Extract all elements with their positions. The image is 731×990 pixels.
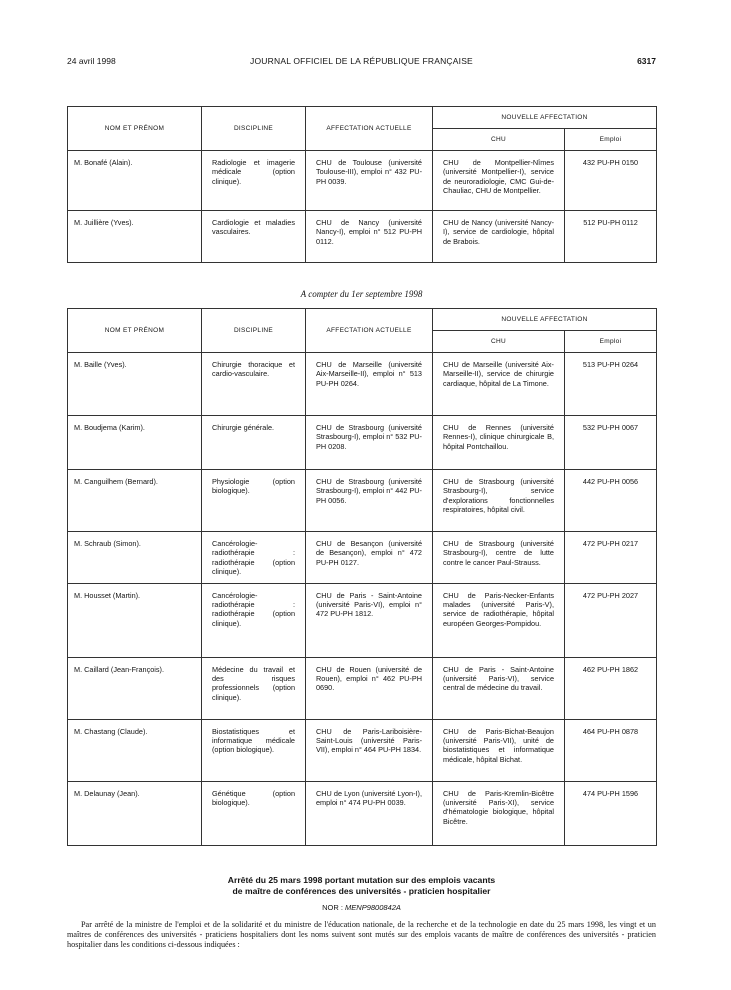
cell-emploi: 532 PU-PH 0067 bbox=[565, 416, 657, 470]
cell-emploi: 513 PU-PH 0264 bbox=[565, 353, 657, 416]
cell-nouvelle-chu: CHU de Strasbourg (université Strasbourg-I), centre de lutte contre le cancer Paul-Strauss. bbox=[433, 532, 565, 584]
table-row bbox=[68, 719, 657, 781]
cell-emploi: 512 PU-PH 0112 bbox=[565, 211, 657, 263]
cell-affectation-actuelle: CHU de Toulouse (université Toulouse-III), emploi n° 432 PU-PH 0039. bbox=[306, 151, 433, 211]
cell-nouvelle-chu: CHU de Rennes (université Rennes-I), clinique chirurgicale B, hôpital Pontchaillou. bbox=[433, 416, 565, 470]
cell-nouvelle-chu: CHU de Paris-Kremlin-Bicêtre (université Paris-XI), service d'hématologie biologique, hôpital Bicêtre. bbox=[433, 781, 565, 845]
col-header-nouvelle-affectation: NOUVELLE AFFECTATION bbox=[433, 107, 657, 129]
page-header bbox=[67, 56, 656, 70]
cell-discipline: Médecine du travail et des risques professionnels (option clinique). bbox=[202, 657, 306, 719]
arrete-title bbox=[67, 875, 656, 896]
table-row bbox=[68, 583, 657, 657]
table-row bbox=[68, 781, 657, 845]
cell-emploi: 462 PU-PH 1862 bbox=[565, 657, 657, 719]
table-row bbox=[68, 353, 657, 416]
cell-affectation-actuelle: CHU de Paris-Lariboisière-Saint-Louis (université Paris-VII), emploi n° 464 PU-PH 1834. bbox=[306, 719, 433, 781]
col-header-chu: CHU bbox=[433, 331, 565, 353]
col-header-affectation-actuelle: AFFECTATION ACTUELLE bbox=[306, 107, 433, 151]
col-header-chu: CHU bbox=[433, 129, 565, 151]
cell-affectation-actuelle: CHU de Rouen (université de Rouen), emploi n° 462 PU-PH 0690. bbox=[306, 657, 433, 719]
table-row bbox=[68, 211, 657, 263]
cell-discipline: Physiologie (option biologique). bbox=[202, 470, 306, 532]
cell-emploi: 472 PU-PH 2027 bbox=[565, 583, 657, 657]
arrete-title-line-2: de maître de conférences des universités - praticien hospitalier bbox=[232, 885, 491, 896]
section-subtitle: A compter du 1er septembre 1998 bbox=[300, 289, 423, 299]
col-header-nom: NOM ET PRÉNOM bbox=[68, 107, 202, 151]
cell-nom: M. Baille (Yves). bbox=[68, 353, 202, 416]
cell-affectation-actuelle: CHU de Strasbourg (université Strasbourg-I), emploi n° 532 PU-PH 0208. bbox=[306, 416, 433, 470]
header-date: 24 avril 1998 bbox=[67, 56, 116, 66]
cell-affectation-actuelle: CHU de Strasbourg (université Strasbourg-I), emploi n° 442 PU-PH 0056. bbox=[306, 470, 433, 532]
arrete-paragraph: Par arrêté de la ministre de l'emploi et de la solidarité et du ministre de l'éducation nationale, de la recherche et de la technologie en date du 25 mars 1998, les vingt et un maîtres de conférences des universités - praticiens hospitaliers dont les noms suivent sont mutés sur des emplois vacants de maître de conférences des universités - praticien hospitalier dans les conditions ci-dessous indiquées : bbox=[67, 920, 656, 950]
cell-affectation-actuelle: CHU de Besançon (université de Besançon), emploi n° 472 PU-PH 0127. bbox=[306, 532, 433, 584]
cell-nom: M. Juillière (Yves). bbox=[68, 211, 202, 263]
cell-discipline: Biostatistiques et informatique médicale (option biologique). bbox=[202, 719, 306, 781]
cell-nom: M. Boudjema (Karim). bbox=[68, 416, 202, 470]
cell-nouvelle-chu: CHU de Paris-Bichat-Beaujon (université Paris-VII), unité de biostatistiques et informatique médicale, hôpital Bichat. bbox=[433, 719, 565, 781]
cell-nouvelle-chu: CHU de Nancy (université Nancy-I), service de cardiologie, hôpital de Brabois. bbox=[433, 211, 565, 263]
col-header-nouvelle-affectation: NOUVELLE AFFECTATION bbox=[433, 309, 657, 331]
cell-nom: M. Bonafé (Alain). bbox=[68, 151, 202, 211]
cell-nom: M. Housset (Martin). bbox=[68, 583, 202, 657]
cell-emploi: 464 PU-PH 0878 bbox=[565, 719, 657, 781]
cell-nom: M. Schraub (Simon). bbox=[68, 532, 202, 584]
nor-code: MENP9800842A bbox=[345, 903, 401, 912]
col-header-discipline: DISCIPLINE bbox=[202, 107, 306, 151]
cell-emploi: 442 PU-PH 0056 bbox=[565, 470, 657, 532]
arrete-title-line-1: Arrêté du 25 mars 1998 portant mutation sur des emplois vacants bbox=[227, 875, 496, 885]
table-row bbox=[68, 532, 657, 584]
cell-discipline: Chirurgie thoracique et cardio-vasculaire. bbox=[202, 353, 306, 416]
cell-nom: M. Delaunay (Jean). bbox=[68, 781, 202, 845]
cell-emploi: 474 PU-PH 1596 bbox=[565, 781, 657, 845]
col-header-discipline: DISCIPLINE bbox=[202, 309, 306, 353]
col-header-affectation-actuelle: AFFECTATION ACTUELLE bbox=[306, 309, 433, 353]
cell-discipline: Cancérologie-radiothérapie : radiothérapie (option clinique). bbox=[202, 583, 306, 657]
nor-reference bbox=[67, 903, 656, 912]
cell-affectation-actuelle: CHU de Marseille (université Aix-Marseille-II), emploi n° 513 PU-PH 0264. bbox=[306, 353, 433, 416]
cell-nom: M. Chastang (Claude). bbox=[68, 719, 202, 781]
cell-nouvelle-chu: CHU de Paris - Saint-Antoine (université Paris-VI), service central de médecine du travail. bbox=[433, 657, 565, 719]
col-header-nom: NOM ET PRÉNOM bbox=[68, 309, 202, 353]
cell-discipline: Chirurgie générale. bbox=[202, 416, 306, 470]
cell-affectation-actuelle: CHU de Paris - Saint-Antoine (université Paris-VI), emploi n° 472 PU-PH 1812. bbox=[306, 583, 433, 657]
col-header-emploi: Emploi bbox=[565, 331, 657, 353]
cell-nouvelle-chu: CHU de Strasbourg (université Strasbourg-I), service d'explorations fonctionnelles respiratoires, hôpital civil. bbox=[433, 470, 565, 532]
affectation-table-2 bbox=[67, 308, 657, 846]
cell-nouvelle-chu: CHU de Montpellier-Nîmes (université Montpellier-I), service de neuroradiologie, CMC Gui-de-Chauliac, CHU de Montpellier. bbox=[433, 151, 565, 211]
col-header-emploi: Emploi bbox=[565, 129, 657, 151]
affectation-table-1 bbox=[67, 106, 657, 263]
table-row bbox=[68, 416, 657, 470]
table-row bbox=[68, 470, 657, 532]
cell-discipline: Cancérologie-radiothérapie : radiothérapie (option clinique). bbox=[202, 532, 306, 584]
cell-nom: M. Caillard (Jean-François). bbox=[68, 657, 202, 719]
cell-discipline: Radiologie et imagerie médicale (option clinique). bbox=[202, 151, 306, 211]
cell-discipline: Génétique (option biologique). bbox=[202, 781, 306, 845]
cell-nouvelle-chu: CHU de Marseille (université Aix-Marseille-II), service de chirurgie cardiaque, hôpital de La Timone. bbox=[433, 353, 565, 416]
cell-nom: M. Canguilhem (Bernard). bbox=[68, 470, 202, 532]
cell-discipline: Cardiologie et maladies vasculaires. bbox=[202, 211, 306, 263]
header-page-number: 6317 bbox=[637, 56, 656, 66]
cell-emploi: 472 PU-PH 0217 bbox=[565, 532, 657, 584]
cell-nouvelle-chu: CHU de Paris-Necker-Enfants malades (université Paris-V), service de radiothérapie, hôpital européen Georges-Pompidou. bbox=[433, 583, 565, 657]
cell-emploi: 432 PU-PH 0150 bbox=[565, 151, 657, 211]
table-row bbox=[68, 151, 657, 211]
cell-affectation-actuelle: CHU de Lyon (université Lyon-I), emploi n° 474 PU-PH 0039. bbox=[306, 781, 433, 845]
table-row bbox=[68, 657, 657, 719]
cell-affectation-actuelle: CHU de Nancy (université Nancy-I), emploi n° 512 PU-PH 0112. bbox=[306, 211, 433, 263]
header-journal-title: JOURNAL OFFICIEL DE LA RÉPUBLIQUE FRANÇAISE bbox=[250, 56, 473, 66]
nor-label: NOR : bbox=[322, 903, 343, 912]
